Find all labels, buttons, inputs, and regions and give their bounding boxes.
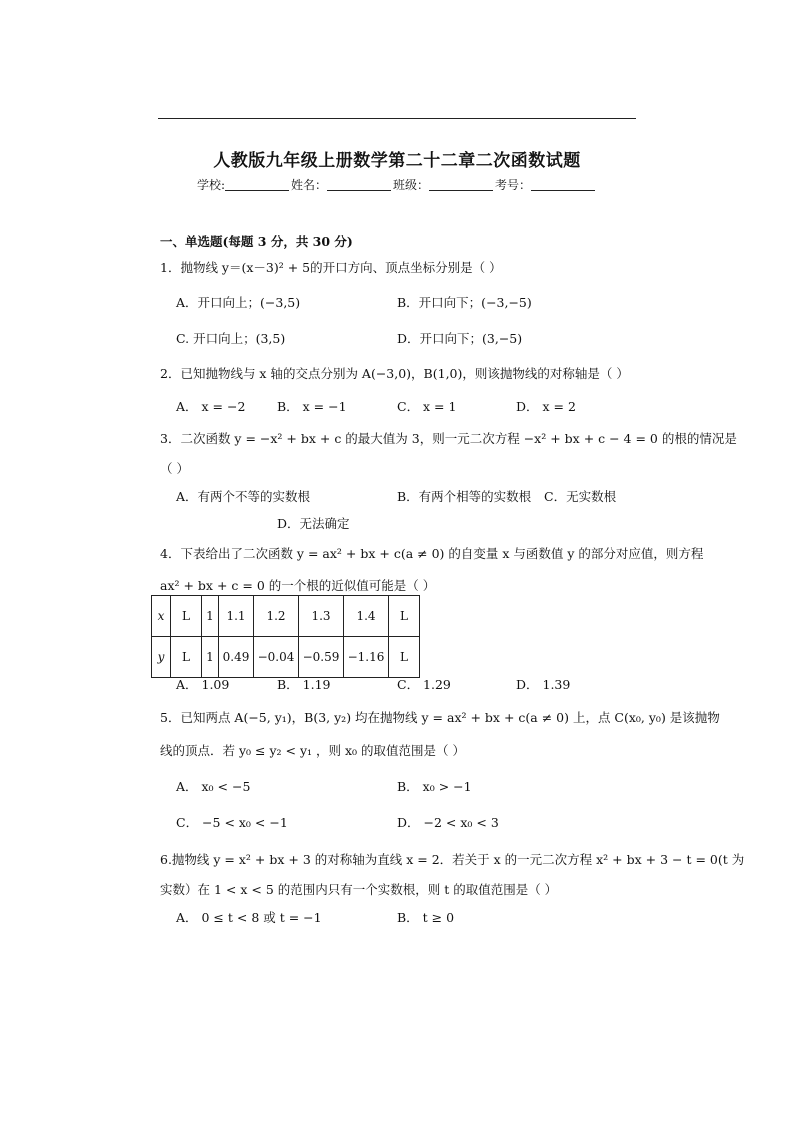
page-title: 人教版九年级上册数学第二十二章二次函数试题 — [213, 151, 581, 171]
question-3-stem-cont: （ ） — [160, 461, 189, 476]
student-info-line — [0, 176, 794, 193]
question-4-option-d: D． 1.39 — [516, 677, 571, 692]
question-5-stem: 5．已知两点 A(−5, y₁)，B(3, y₂) 均在抛物线 y = ax² + bx + c(a ≠ 0) 上，点 C(x₀, y₀) 是该抛物 — [160, 710, 720, 725]
question-2-option-c: C． x = 1 — [397, 399, 457, 414]
table-cell: 1.1 — [219, 596, 254, 637]
question-6-option-a: A． 0 ≤ t < 8 或 t = −1 — [176, 910, 322, 925]
table-cell: −0.04 — [254, 637, 299, 678]
info-class-label: 班级： — [393, 178, 430, 192]
table-cell: −0.59 — [299, 637, 344, 678]
question-3-option-b: B．有两个相等的实数根 — [397, 489, 532, 504]
question-3-option-d: D．无法确定 — [277, 516, 350, 531]
question-2-option-b: B． x = −1 — [277, 399, 347, 414]
info-name-label: 姓名： — [291, 178, 328, 192]
table-cell: 1.3 — [299, 596, 344, 637]
table-cell: 1.2 — [254, 596, 299, 637]
question-6-stem-cont: 实数）在 1 < x < 5 的范围内只有一个实数根，则 t 的取值范围是（ ） — [160, 882, 558, 897]
number-blank — [531, 178, 595, 191]
question-3-option-a: A．有两个不等的实数根 — [176, 489, 311, 504]
table-cell: L — [171, 596, 202, 637]
school-blank — [225, 178, 289, 191]
question-4-stem: 4．下表给出了二次函数 y = ax² + bx + c(a ≠ 0) 的自变量 x 与函数值 y 的部分对应值，则方程 — [160, 546, 704, 561]
info-school-label: 学校: — [196, 178, 225, 192]
question-6-option-b: B． t ≥ 0 — [397, 910, 455, 925]
table-row-x — [152, 596, 420, 637]
question-4-option-b: B． 1.19 — [277, 677, 331, 692]
question-1-option-b: B．开口向下；(−3,−5) — [397, 295, 532, 310]
question-4-option-c: C． 1.29 — [397, 677, 451, 692]
section-title: 一、单选题(每题 3 分，共 30 分) — [160, 234, 353, 249]
table-cell: 1.4 — [344, 596, 389, 637]
table-x-label: x — [152, 596, 171, 637]
table-cell: L — [389, 637, 420, 678]
question-5-option-d: D． −2 < x₀ < 3 — [397, 815, 499, 830]
question-5-option-a: A． x₀ < −5 — [176, 779, 251, 794]
question-3-stem: 3．二次函数 y = −x² + bx + c 的最大值为 3，则一元二次方程 −x² + bx + c − 4 = 0 的根的情况是 — [160, 431, 737, 446]
question-2-option-a: A． x = −2 — [176, 399, 246, 414]
question-3-option-c: C．无实数根 — [544, 489, 617, 504]
question-1-option-c: C. 开口向上；(3,5) — [176, 331, 286, 346]
table-row-y — [152, 637, 420, 678]
question-5-stem-cont: 线的顶点．若 y₀ ≤ y₂ < y₁ ，则 x₀ 的取值范围是（ ） — [160, 743, 465, 758]
table-cell: L — [171, 637, 202, 678]
info-number-label: 考号： — [495, 178, 532, 192]
question-1-option-d: D．开口向下；(3,−5) — [397, 331, 523, 346]
table-cell: L — [389, 596, 420, 637]
table-cell: 1 — [202, 637, 219, 678]
question-6-stem: 6.抛物线 y = x² + bx + 3 的对称轴为直线 x = 2．若关于 x 的一元二次方程 x² + bx + 3 − t = 0(t 为 — [160, 852, 745, 867]
name-blank — [327, 178, 391, 191]
question-5-option-b: B． x₀ > −1 — [397, 779, 472, 794]
question-5-option-c: C． −5 < x₀ < −1 — [176, 815, 288, 830]
table-y-label: y — [152, 637, 171, 678]
question-1-option-a: A．开口向上；(−3,5) — [176, 295, 301, 310]
table-cell: 0.49 — [219, 637, 254, 678]
question-4-option-a: A． 1.09 — [176, 677, 230, 692]
value-table — [151, 595, 420, 678]
question-2-option-d: D． x = 2 — [516, 399, 576, 414]
table-cell: 1 — [202, 596, 219, 637]
question-4-stem-cont: ax² + bx + c = 0 的一个根的近似值可能是（ ） — [160, 578, 436, 593]
class-blank — [429, 178, 493, 191]
header-rule — [158, 118, 636, 119]
table-cell: −1.16 — [344, 637, 389, 678]
question-1-stem: 1．抛物线 y＝(x－3)² + 5的开口方向、顶点坐标分别是（ ） — [160, 260, 502, 275]
question-2-stem: 2．已知抛物线与 x 轴的交点分别为 A(−3,0)，B(1,0)，则该抛物线的对称轴是（ ） — [160, 366, 629, 381]
